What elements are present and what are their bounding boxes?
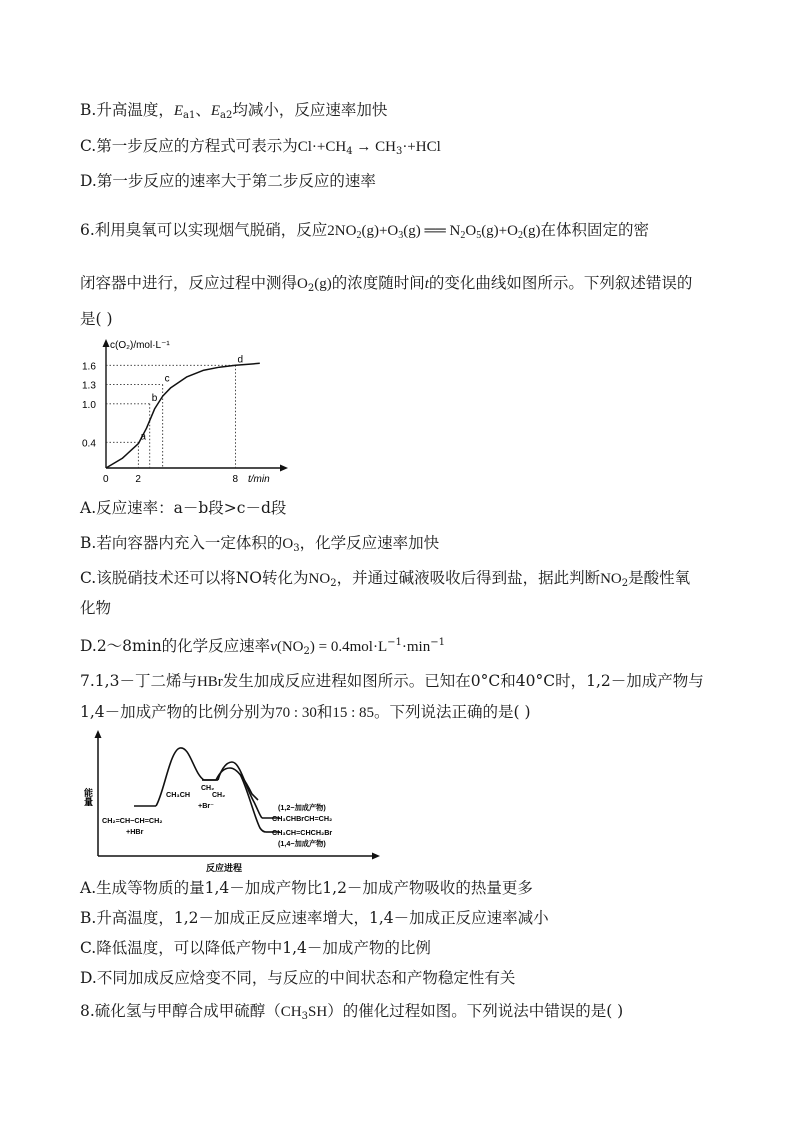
product-1-4-name: (1,4−加成产物) [278,839,326,848]
point-label-c: c [164,373,170,385]
point-label-a: a [140,431,146,443]
q6-option-b[interactable]: B.若向容器内充入一定体积的$O_3$，化学反应速率加快 [80,534,440,554]
y-axis-arrow [95,730,102,738]
q6-stem-line2: 闭容器中进行，反应过程中测得$O_2(g)$的浓度随时间t的变化曲线如图所示。下列叙述错误的 [80,274,693,294]
x-tick-label: 0 [103,474,109,485]
q7-stem-line2: 1,4－加成产物的比例分别为70 : 30和15 : 85。下列说法正确的是( ) [80,703,531,721]
product-1-2-name: (1,2−加成产物) [278,803,326,812]
q6-option-d[interactable]: D.2～8min的化学反应速率$v(NO_2) = 0.4mol\cdot L^{-1}\cdot\min^{-1}$ [80,637,445,657]
y-tick-label: 1.3 [82,380,96,392]
reactant-label-2: +HBr [126,827,144,836]
reactant-label: CH₂=CH−CH=CH₂ [102,816,163,825]
q7-option-c[interactable]: C.降低温度，可以降低产物中1,4－加成产物的比例 [80,939,431,957]
product-1-2-label: CH₃CHBrCH=CH₂ [272,814,333,823]
reaction-progress-label: 反应进程 [206,863,243,873]
x-axis-arrow [280,465,288,472]
product-1-4-label: CH₃CH=CHCH₂Br [272,828,333,837]
q7-option-b[interactable]: B.升高温度，1,2－加成正反应速率增大，1,4－加成正反应速率减小 [80,909,549,927]
q7-option-d[interactable]: D.不同加成反应焓变不同，与反应的中间状态和产物稳定性有关 [80,969,516,987]
q5-option-c[interactable]: C.第一步反应的方程式可表示为$Cl\cdot+CH_4 \to CH_3\cdot+HCl$ [80,137,441,157]
y-axis-arrow [103,339,110,347]
q6-stem-line3: 是( ) [80,310,113,328]
q8-stem: 8.硫化氢与甲醇合成甲硫醇$(CH_3SH)$的催化过程如图。下列说法中错误的是( ) [80,1002,624,1022]
x-tick-label: 8 [232,474,239,485]
q6-option-c-cont: 化物 [80,599,112,617]
energy-profile-diagram [83,728,390,878]
q6-option-c[interactable]: C.该脱硝技术还可以将NO转化为$NO_2$，并通过碱液吸收后得到盐，据此判断$NO_2$是酸性氧 [80,569,691,589]
o2-concentration-chart [80,336,290,491]
q5-option-b[interactable]: B.升高温度，$E_{a1}$、$E_{a2}$均减小，反应速率加快 [80,101,388,121]
point-label-b: b [151,392,158,404]
q5-option-d[interactable]: D.第一步反应的速率大于第二步反应的速率 [80,172,376,190]
q6-equation: $2NO_2(g)+O_3(g)$ ══ $N_2O_5(g)+O_2(g)$ [327,223,541,241]
y-tick-label: 1.6 [82,361,96,373]
intermediate-label: CH₃CH [166,790,191,799]
concentration-curve [106,363,260,468]
q7-option-a[interactable]: A.生成等物质的量1,4－加成产物比1,2－加成产物吸收的热量更多 [80,879,533,897]
q7-stem-line1: 7.1,3－丁二烯与HBr发生加成反应进程如图所示。已知在0°C和40°C时，1,2－加成产物与 [80,672,704,690]
y-tick-label: 1.0 [82,399,96,411]
y-axis-label: c(O₂)/mol·L⁻¹ [110,340,170,351]
x-axis-arrow [372,853,380,860]
intermediate-br-label: +Br⁻ [198,801,214,810]
path-to-1-4-product [240,774,266,832]
y-tick-label: 0.4 [82,438,96,450]
intermediate-right-label: CH₂ [212,792,226,799]
x-tick-label: 2 [135,474,141,485]
point-label-d: d [237,354,244,366]
intermediate-top-label: CH₂ [201,785,215,792]
q6-stem-line1: 6.利用臭氧可以实现烟气脱硝，反应$2NO_2(g)+O_3(g)$ ══ $N_2O_5(g)+O_2(g)$在体积固定的密 [80,221,649,241]
x-axis-label: t/min [248,474,270,485]
energy-axis-label: 能量 [83,788,93,806]
q6-option-a[interactable]: A.反应速率：a－b段>c－d段 [80,499,287,517]
